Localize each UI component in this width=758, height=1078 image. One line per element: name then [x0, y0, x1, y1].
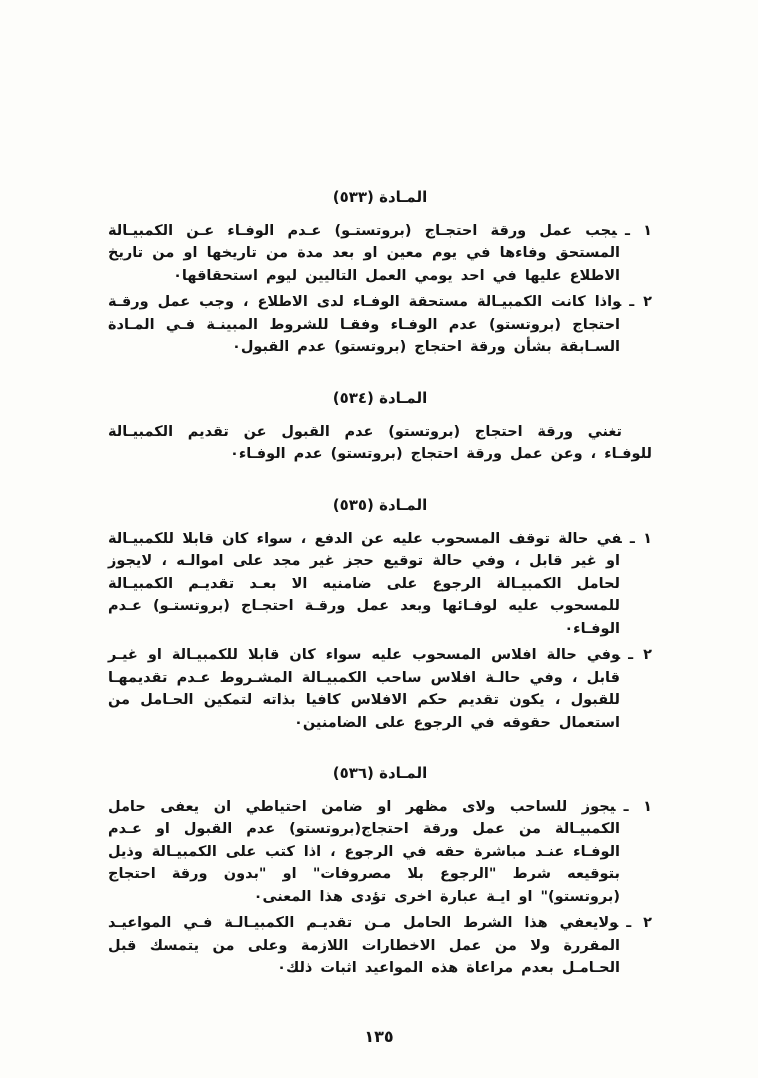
paragraph-number: ١ ـ	[623, 798, 652, 815]
paragraph-number: ٢ ـ	[628, 647, 652, 664]
paragraph-text: واذا كانت الكمبيـالة مستحقة الوفـاء لدى الاطلاع ، وجب عمل ورقـة احتجاج (بروتستو) عدم الوفـاء وفقـا للشروط المبينـة فـي المـادة السـابقة بشأن ورقة احتجاج (بروتستو) عدم القبول٠	[108, 294, 622, 356]
paragraph-text: في حالة توقف المسحوب عليه عن الدفع ، سواء كان قابلا للكمبيـالة او غير قابل ، وفي حالة توقيع حجز غير مجد على اموالـه ، لايجوز لحامل الكمبيـالة الرجوع على ضامنيه الا بعـد تقديـم الكمبيـالة للمسحوب عليه لوفـائها وبعد عمل ورقـة احتجـاج (بروتستـو) عـدم الوفـاء٠	[108, 530, 622, 637]
article-533	[108, 188, 652, 359]
paragraph-text: يجوز للساحب ولاى مظهر او ضامن احتياطي ان يعفى حامل الكمبيـالة من عمل ورقة احتجاج(بروتستو) عدم القبول او عـدم الوفـاء عنـد مباشرة حقه في الرجوع ، اذا كتب على الكمبيـالة وذيل بتوقيعه شرط "الرجوع بلا مصروفات" او "بدون ورقة احتجاج (بروتستو)" او ايـة عبارة اخرى تؤدى هذا المعنى٠	[108, 798, 620, 905]
paragraph-text: وفي حالة افلاس المسحوب عليه سواء كان قابلا للكمبيـالة او غيـر قابل ، وفي حالـة افلاس ساحب الكمبيـالة المشـروط عـدم تقديمهـا للقبول ، يكون تقديم حكم الافلاس كافيا بذاته لتمكين الحـامل من استعمال حقوقه في الرجوع على الضامنين٠	[108, 647, 621, 731]
article-paragraph	[108, 644, 652, 734]
paragraph-text: تغني ورقة احتجاج (بروتستو) عدم القبول عن تقديم الكمبيـالة للوفـاء ، وعن عمل ورقة احتجاج (بروتستو) عدم الوفـاء٠	[108, 423, 652, 463]
paragraph-number: ١ ـ	[624, 223, 652, 239]
article-534	[108, 389, 652, 466]
article-title: المـادة (٥٣٥)	[332, 495, 428, 514]
article-paragraph	[108, 421, 652, 466]
article-paragraph	[108, 528, 652, 640]
paragraph-number: ٢ ـ	[629, 294, 652, 311]
article-paragraph	[108, 796, 652, 908]
paragraph-text: يجب عمل ورقة احتجـاج (بروتستـو) عـدم الوفـاء عـن الكمبيـالة المستحق وفاءها في يوم معين او بعد مدة من تاريخها او من تاريخ الاطلاع عليها في احد يومي العمل التاليين ليوم استحقاقها٠	[108, 223, 620, 284]
paragraph-number: ٢ ـ	[626, 915, 652, 932]
page-number: ١٣٥	[364, 1027, 394, 1046]
paragraph-number: ١ ـ	[629, 530, 652, 547]
article-title: المـادة (٥٣٣)	[332, 188, 428, 206]
article-535	[108, 496, 652, 734]
article-paragraph	[108, 291, 652, 358]
article-title: المـادة (٥٣٦)	[332, 763, 428, 782]
article-paragraph	[108, 912, 652, 979]
article-title: المـادة (٥٣٤)	[332, 388, 428, 407]
article-paragraph	[108, 220, 652, 287]
article-536	[108, 764, 652, 980]
paragraph-text: ولايعفي هذا الشرط الحامل مـن تقديـم الكمبيـالـة فـي المواعيـد المقررة ولا من عمل الاخطارات اللازمة وعلى من يتمسك قبل الحـامـل بعدم مراعاة هذه المواعيد اثبات ذلك٠	[108, 915, 620, 977]
